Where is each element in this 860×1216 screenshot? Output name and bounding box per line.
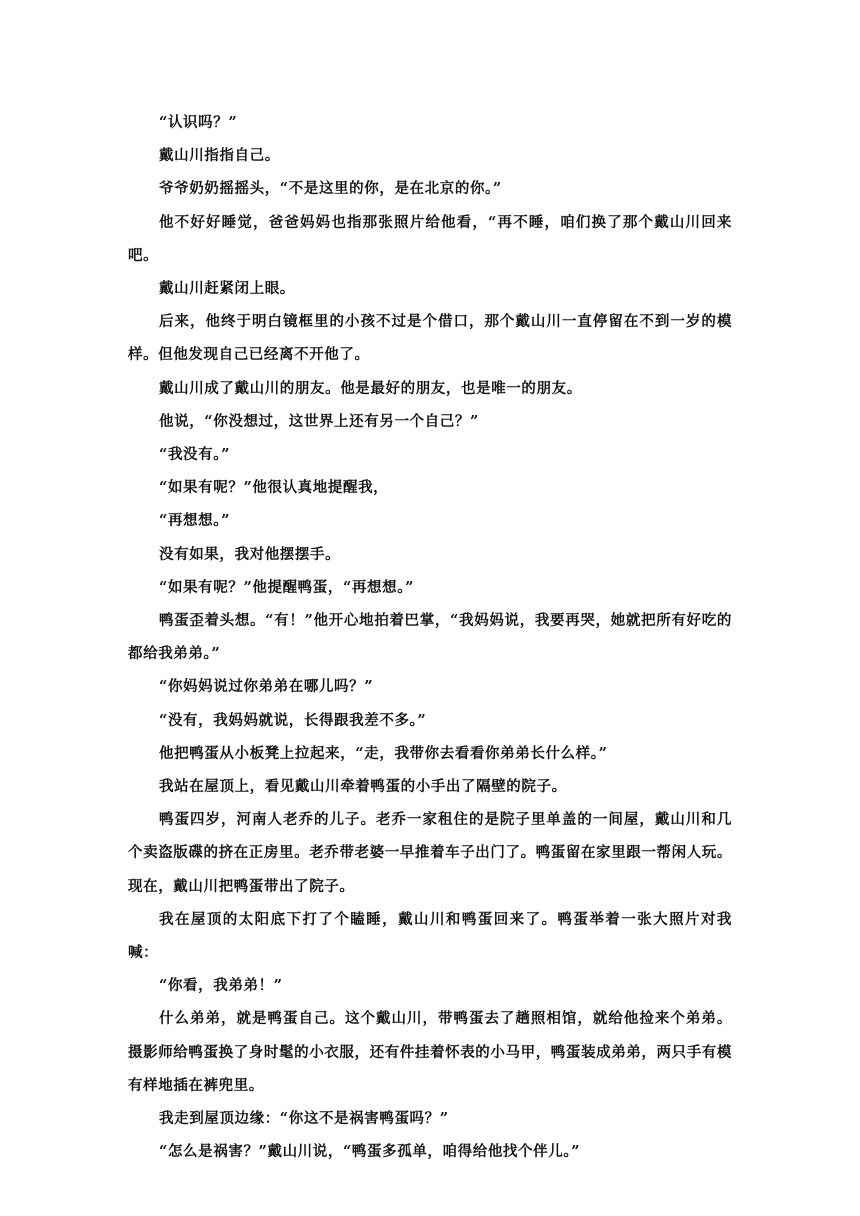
paragraph-7: 戴山川成了戴山川的朋友。他是最好的朋友，也是唯一的朋友。 [159, 379, 582, 397]
paragraph-17: 他把鸭蛋从小板凳上拉起来，“走，我带你去看看你弟弟长什么样。” [159, 744, 608, 762]
paragraph-5: 戴山川赶紧闭上眼。 [159, 280, 295, 298]
paragraph-8: 他说，“你没想过，这世界上还有另一个自己？” [159, 412, 479, 430]
paragraph-10: “如果有呢？”他很认真地提醒我， [159, 479, 389, 497]
paragraph-23: 我走到屋顶边缘：“你这不是祸害鸭蛋吗？” [159, 1110, 449, 1128]
paragraph-21: “你看，我弟弟！” [159, 977, 283, 995]
paragraph-4: 他不好好睡觉，爸爸妈妈也指那张照片给他看，“再不睡，咱们换了那个戴山川回来吧。 [128, 213, 732, 264]
paragraph-13: “如果有呢？”他提醒鸭蛋，“再想想。” [159, 578, 415, 596]
paragraph-3: 爷爷奶奶摇摇头，“不是这里的你，是在北京的你。” [159, 180, 502, 198]
paragraph-24: “怎么是祸害？”戴山川说，“鸭蛋多孤单，咱得给他找个伴儿。” [159, 1143, 581, 1161]
paragraph-18: 我站在屋顶上，看见戴山川牵着鸭蛋的小手出了隔壁的院子。 [159, 778, 567, 796]
story-text [128, 106, 732, 1169]
paragraph-2: 戴山川指指自己。 [159, 147, 280, 165]
paragraph-19: 鸭蛋四岁，河南人老乔的儿子。老乔一家租住的是院子里单盖的一间屋，戴山川和几个卖盗版碟的挤在正房里。老乔带老婆一早推着车子出门了。鸭蛋留在家里跟一帮闲人玩。现在，戴山川把鸭蛋带出了院子。 [128, 811, 732, 895]
paragraph-12: 没有如果，我对他摆摆手。 [159, 545, 341, 563]
paragraph-22: 什么弟弟，就是鸭蛋自己。这个戴山川，带鸭蛋去了趟照相馆，就给他捡来个弟弟。摄影师给鸭蛋换了身时髦的小衣服，还有件挂着怀表的小马甲，鸭蛋装成弟弟，两只手有模有样地插在裤兜里。 [128, 1010, 732, 1094]
paragraph-20: 我在屋顶的太阳底下打了个瞌睡，戴山川和鸭蛋回来了。鸭蛋举着一张大照片对我喊： [128, 910, 732, 962]
paragraph-16: “没有，我妈妈就说，长得跟我差不多。” [159, 711, 427, 729]
paragraph-14: 鸭蛋歪着头想。“有！”他开心地拍着巴掌，“我妈妈说，我要再哭，她就把所有好吃的都给我弟弟。” [128, 612, 732, 663]
paragraph-15: “你妈妈说过你弟弟在哪儿吗？” [159, 678, 374, 696]
paragraph-1: “认识吗？” [159, 114, 238, 131]
paragraph-9: “我没有。” [159, 446, 231, 464]
paragraph-11: “再想想。” [159, 512, 231, 530]
paragraph-6: 后来，他终于明白镜框里的小孩不过是个借口，那个戴山川一直停留在不到一岁的模样。但他发现自己已经离不开他了。 [128, 313, 732, 364]
